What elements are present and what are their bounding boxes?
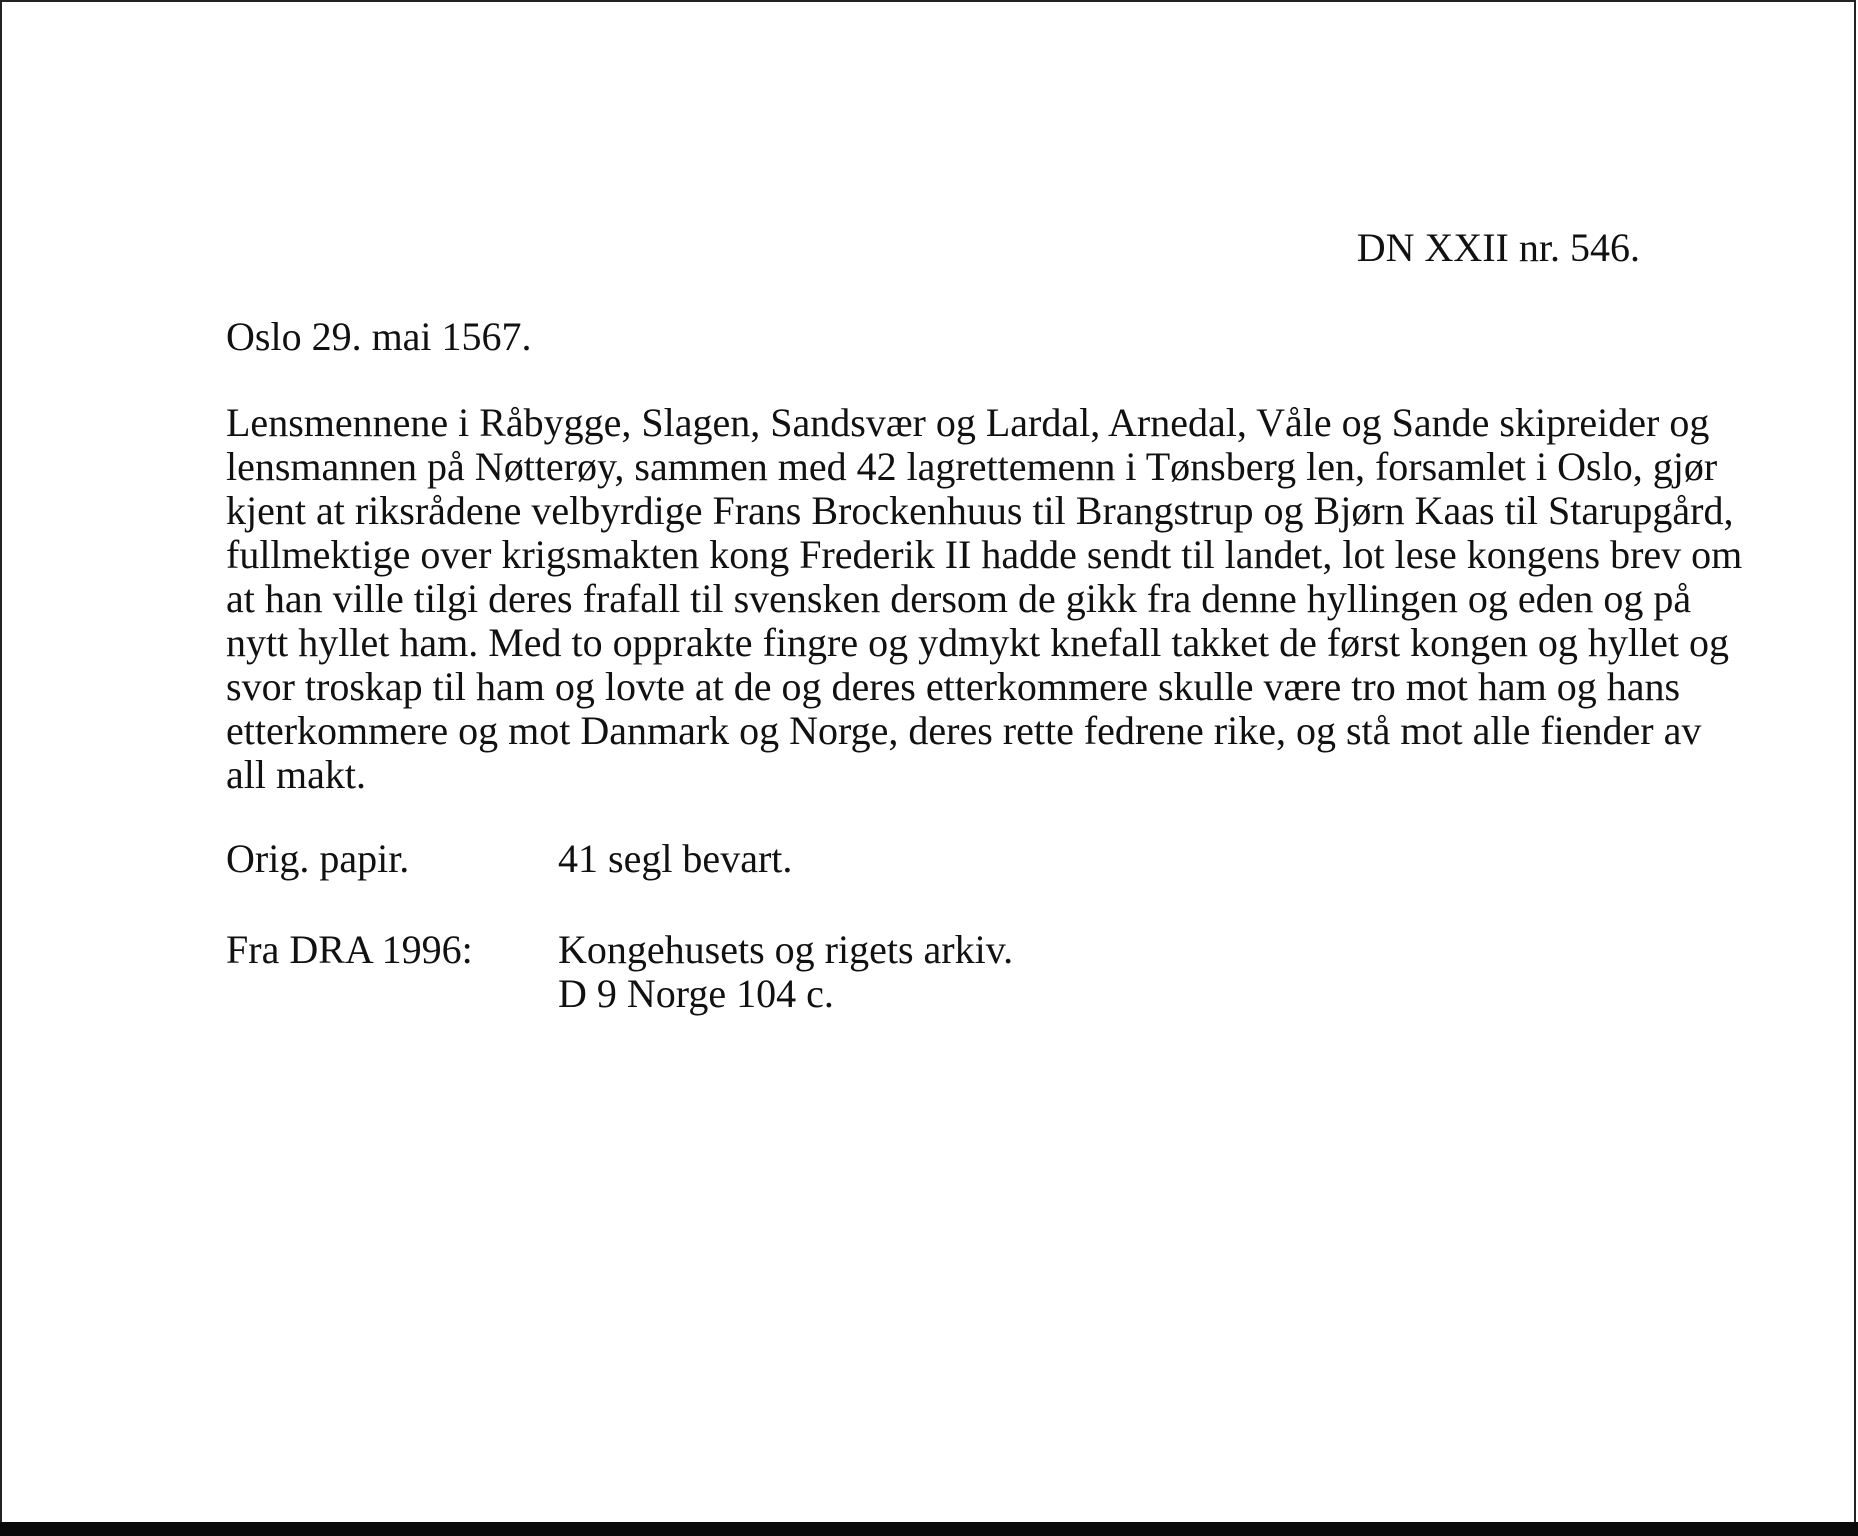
- card-bottom-edge: [0, 1522, 1858, 1536]
- abstract-line: fullmektige over krigsmakten kong Frederik II hadde sendt til landet, lot lese kongens brev om: [226, 532, 1743, 577]
- source-label: Fra DRA 1996:: [226, 927, 473, 972]
- source-value: [558, 928, 1013, 1016]
- original-value: 41 segl bevart.: [558, 836, 793, 881]
- abstract-line: kjent at riksrådene velbyrdige Frans Brockenhuus til Brangstrup og Bjørn Kaas til Starupgård,: [226, 488, 1734, 533]
- document-reference: DN XXII nr. 546.: [1356, 225, 1640, 270]
- abstract-text: [226, 400, 1743, 797]
- abstract-line: svor troskap til ham og lovte at de og deres etterkommere skulle være tro mot ham og hans: [226, 664, 1681, 709]
- abstract-line: etterkommere og mot Danmark og Norge, deres rette fedrene rike, og stå mot alle fiender av: [226, 708, 1702, 753]
- abstract-line: all makt.: [226, 752, 366, 797]
- abstract-line: at han ville tilgi deres frafall til svensken dersom de gikk fra denne hyllingen og eden og på: [226, 576, 1692, 621]
- abstract-line: Lensmennene i Råbygge, Slagen, Sandsvær og Lardal, Arnedal, Våle og Sande skipreider og: [226, 400, 1710, 445]
- source-value-line: D 9 Norge 104 c.: [558, 971, 834, 1016]
- abstract-line: lensmannen på Nøtterøy, sammen med 42 lagrettemenn i Tønsberg len, forsamlet i Oslo, gjør: [226, 444, 1718, 489]
- source-value-line: Kongehusets og rigets arkiv.: [558, 927, 1014, 972]
- abstract-line: nytt hyllet ham. Med to opprakte fingre og ydmykt knefall takket de først kongen og hyllet og: [226, 620, 1730, 665]
- place-and-date: Oslo 29. mai 1567.: [226, 314, 532, 359]
- original-label: Orig. papir.: [226, 836, 410, 881]
